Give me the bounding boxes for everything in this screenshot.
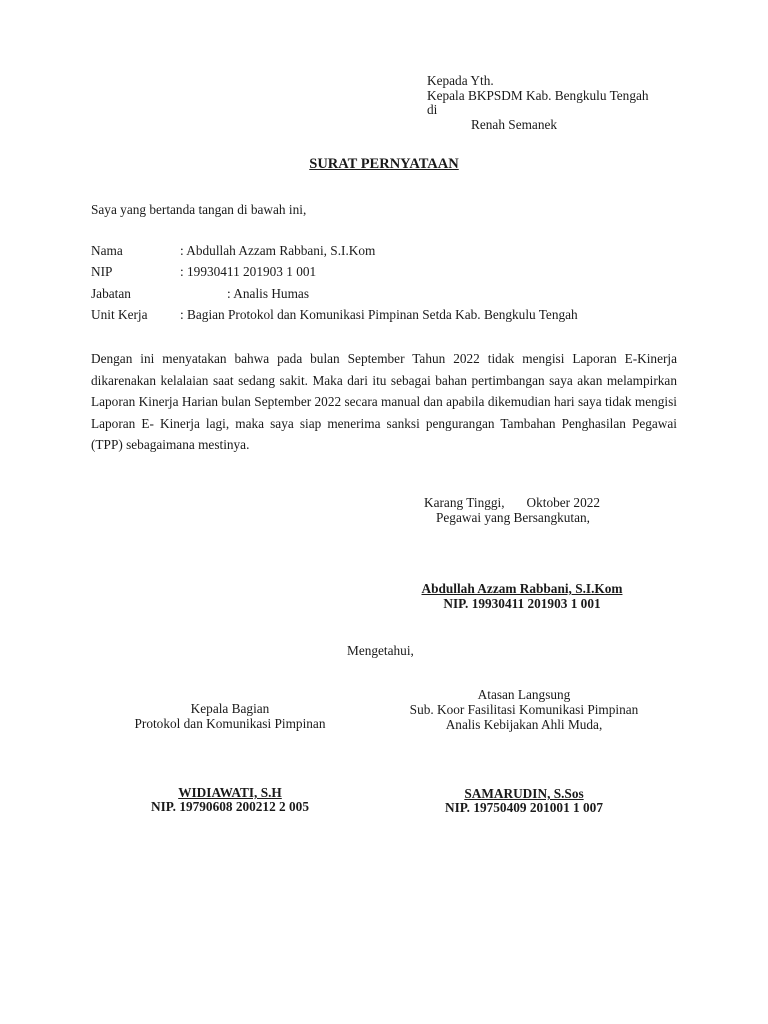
identity-label-nama: Nama <box>91 243 123 258</box>
signature-place: Karang Tinggi, <box>424 495 505 510</box>
declarant-nip: NIP. 19930411 201903 1 001 <box>443 596 601 611</box>
identity-value-nip: : 19930411 201903 1 001 <box>180 264 317 279</box>
addressee-greeting: Kepada Yth. <box>427 73 494 88</box>
right-signatory-nip: NIP. 19750409 201001 1 007 <box>445 800 603 815</box>
signature-role: Pegawai yang Bersangkutan, <box>436 510 590 525</box>
identity-value-nama: : Abdullah Azzam Rabbani, S.I.Kom <box>180 243 376 258</box>
identity-row-nip <box>91 264 316 279</box>
identity-label-nip: NIP <box>91 264 113 279</box>
right-signatory-title-3: Analis Kebijakan Ahli Muda, <box>445 717 603 732</box>
addressee-city: Renah Semanek <box>471 116 558 132</box>
right-signatory-title-1: Atasan Langsung <box>477 687 571 702</box>
right-signatory-name: SAMARUDIN, S.Sos <box>464 786 584 801</box>
identity-label-jabatan: Jabatan <box>91 286 131 301</box>
declarant-name: Abdullah Azzam Rabbani, S.I.Kom <box>421 581 623 596</box>
identity-row-jabatan <box>91 286 309 301</box>
addressee-recipient: Kepala BKPSDM Kab. Bengkulu Tengah <box>427 87 649 103</box>
document-title: SURAT PERNYATAAN <box>309 156 459 172</box>
right-signatory-title-2: Sub. Koor Fasilitasi Komunikasi Pimpinan <box>409 702 639 717</box>
left-signatory-title-1: Kepala Bagian <box>190 701 270 716</box>
addressee-preposition: di <box>427 102 438 117</box>
addressee-block <box>427 73 649 131</box>
left-signatory-name: WIDIAWATI, S.H <box>178 785 282 800</box>
identity-value-jabatan: : Analis Humas <box>227 286 309 301</box>
identity-value-unit-kerja: : Bagian Protokol dan Komunikasi Pimpinan Setda Kab. Bengkulu Tengah <box>180 307 578 322</box>
left-signatory-nip: NIP. 19790608 200212 2 005 <box>151 799 309 814</box>
identity-label-unit-kerja: Unit Kerja <box>91 307 148 322</box>
signature-place-date <box>424 495 600 510</box>
statement-paragraph: Dengan ini menyatakan bahwa pada bulan September Tahun 2022 tidak mengisi Laporan E-Kinerja dikarenakan kelalaian saat sedang sakit. Maka dari itu sebagai bahan pertimbangan saya akan melampirkan Laporan Kinerja Harian bulan September 2022 secara manual dan apabila dikemudian hari saya tidak mengisi Laporan E- Kinerja lagi, maka saya siap menerima sanksi pengurangan Tambahan Penghasilan Pegawai (TPP) sebagaimana mestinya. <box>91 351 677 453</box>
acknowledged-label: Mengetahui, <box>347 643 414 658</box>
identity-row-nama <box>91 243 375 258</box>
left-signatory-title-2: Protokol dan Komunikasi Pimpinan <box>134 716 326 731</box>
signature-date: Oktober 2022 <box>526 495 601 510</box>
intro-text: Saya yang bertanda tangan di bawah ini, <box>91 202 307 217</box>
identity-row-unit-kerja <box>91 307 578 322</box>
